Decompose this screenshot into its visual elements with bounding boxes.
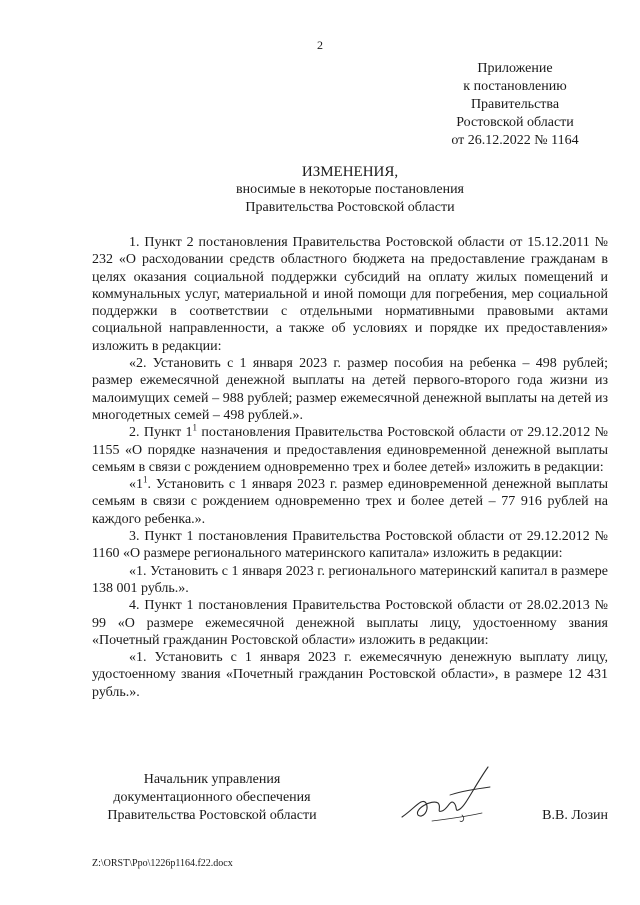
appendix-line: Приложение <box>477 61 553 76</box>
signature-block <box>92 771 608 831</box>
heading-subtitle: Правительства Ростовской области <box>245 200 455 215</box>
paragraph-3-start: 2. Пункт 1 <box>129 425 193 441</box>
paragraph-6: «1. Установить с 1 января 2023 г. регионального материнский капитал в размере 138 001 рубль.». <box>92 563 608 596</box>
appendix-line: от 26.12.2022 № 1164 <box>451 133 579 148</box>
paragraph-1: 1. Пункт 2 постановления Правительства Ростовской области от 15.12.2011 № 232 «О расходовании средств областного бюджета на предоставление гражданам в целях оказания социальной поддержки субсидий на оплату жилых помещений и коммунальных услуг, материальной и иной помощи для погребения, мер социальной поддержки в соответствии с отдельными нормативными правовыми актами социальной направленности, а также об условиях и порядке их предоставления» изложить в редакции: <box>92 235 608 354</box>
paragraph-3-rest: постановления Правительства Ростовской области от 29.12.2012 № 1155 «О порядке назначения и предоставления единовременной денежной выплаты семьям в связи с рождением одновременно трех и более детей» изложить в редакции: <box>92 425 608 475</box>
handwritten-signature <box>392 759 512 829</box>
document-body <box>92 234 608 701</box>
appendix-line: Правительства <box>470 97 560 112</box>
appendix-line: Ростовской области <box>456 115 574 130</box>
paragraph-8: «1. Установить с 1 января 2023 г. ежемесячную денежную выплату лицу, удостоенному звания «Почетный гражданин Ростовской области», в размере 12 431 рубль.». <box>92 650 608 700</box>
paragraph-4-start: «1 <box>129 477 143 493</box>
heading-title: ИЗМЕНЕНИЯ, <box>301 164 399 180</box>
page-number: 2 <box>317 38 323 52</box>
signer-name: В.В. Лозин <box>542 808 608 823</box>
paragraph-7: 4. Пункт 1 постановления Правительства Ростовской области от 28.02.2013 № 99 «О размере ежемесячной денежной выплаты лицу, удостоенному звания «Почетный гражданин Ростовской области» изложить в редакции: <box>92 598 608 648</box>
file-path: Z:\ORST\Ppo\1226p1164.f22.docx <box>92 858 233 869</box>
appendix-line: к постановлению <box>463 79 567 94</box>
paragraph-3 <box>92 424 608 476</box>
paragraph-4 <box>92 476 608 528</box>
signer-title <box>92 771 332 825</box>
appendix-block <box>430 60 600 150</box>
signer-title-line: Начальник управления <box>143 772 281 787</box>
paragraph-4-rest: . Установить с 1 января 2023 г. размер единовременной денежной выплаты семьям в связи с рождением одновременно трех и более детей – 77 916 рублей на каждого ребенка.». <box>92 477 608 527</box>
signer-title-line: Правительства Ростовской области <box>107 808 317 823</box>
signer-title-line: документационного обеспечения <box>113 790 311 805</box>
superscript: 1 <box>192 422 198 433</box>
paragraph-5: 3. Пункт 1 постановления Правительства Ростовской области от 29.12.2012 № 1160 «О размере регионального материнского капитала» изложить в редакции: <box>92 529 608 562</box>
paragraph-2: «2. Установить с 1 января 2023 г. размер пособия на ребенка – 498 рублей; размер ежемесячной денежной выплаты на детей первого-второго года жизни из малоимущих семей – 988 рублей; размер ежемесячной денежной выплаты на детей из многодетных семей – 498 рублей.». <box>92 356 608 423</box>
document-heading <box>92 163 608 217</box>
heading-subtitle: вносимые в некоторые постановления <box>235 182 464 197</box>
superscript: 1 <box>143 474 148 485</box>
